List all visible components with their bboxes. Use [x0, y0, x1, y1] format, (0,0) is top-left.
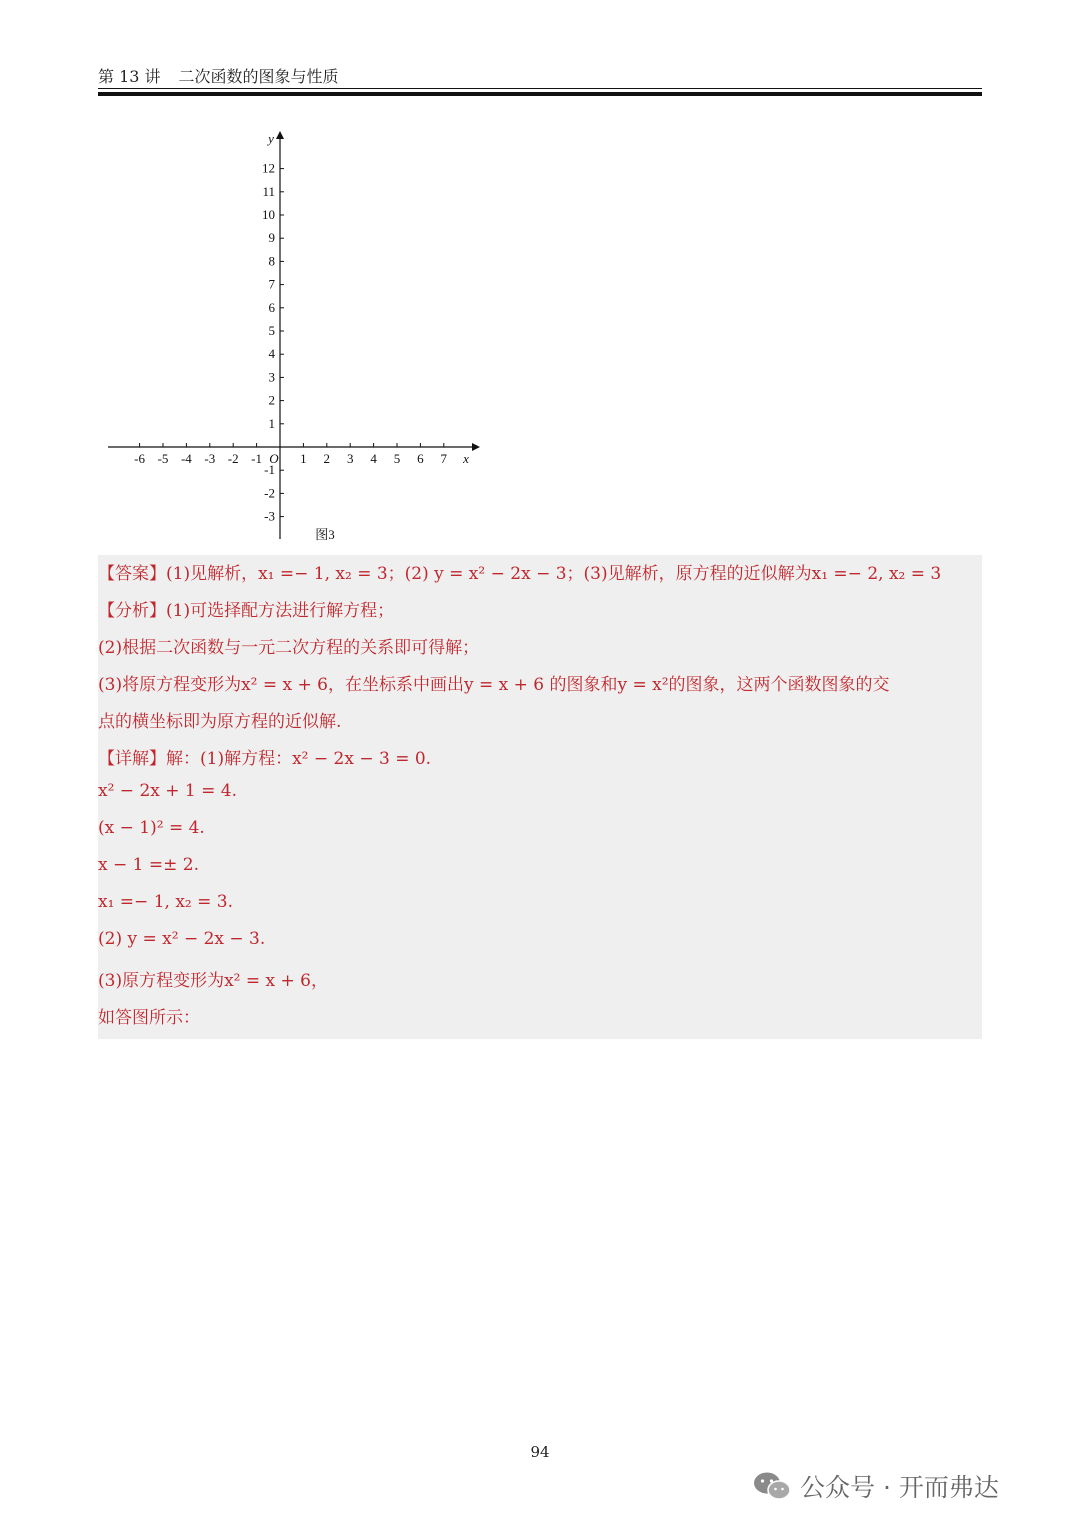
page-number: 94: [530, 1443, 550, 1461]
y-tick-label: 1: [268, 415, 275, 431]
detail-line-1: 【详解】解：(1)解方程：x² − 2x − 3 = 0.: [98, 749, 432, 769]
x-tick-label: -5: [157, 451, 169, 466]
figure-caption: 图3: [315, 527, 335, 542]
y-tick-label: 4: [268, 346, 275, 362]
x-tick-label: -1: [251, 451, 263, 466]
y-tick-label: 3: [268, 369, 275, 385]
y-tick-label: 2: [268, 392, 275, 408]
y-axis-arrow: [276, 131, 284, 139]
y-tick-label: 9: [268, 230, 275, 246]
detail-line-8: 如答图所示：: [98, 1008, 200, 1028]
detail-line-5: x₁ =− 1, x₂ = 3.: [98, 892, 233, 912]
analysis-line-3b: 点的横坐标即为原方程的近似解.: [98, 712, 342, 732]
lecture-title: 二次函数的图象与性质: [178, 67, 339, 86]
x-axis-label: x: [463, 451, 469, 466]
detail-line-7: (3)原方程变形为x² = x + 6，: [98, 971, 328, 991]
detail-line-4: x − 1 =± 2.: [98, 855, 199, 875]
watermark-text: 公众号 · 开而弗达: [800, 1473, 999, 1502]
y-tick-label: 7: [268, 276, 275, 292]
y-tick-label: 8: [268, 253, 275, 269]
answer-line: 【答案】(1)见解析，x₁ =− 1, x₂ = 3；(2) y = x² − 2x − 3；(3)见解析，原方程的近似解为x₁ =− 2, x₂ = 3: [98, 564, 942, 584]
header-rule-thin: [98, 88, 982, 89]
x-tick-label: 4: [370, 451, 377, 466]
analysis-line-3a: (3)将原方程变形为x² = x + 6，在坐标系中画出y = x + 6 的图象和y = x²的图象，这两个函数图象的交: [98, 675, 890, 695]
x-tick-label: 2: [323, 451, 331, 466]
page-header: [98, 64, 339, 87]
wechat-icon: [752, 1470, 792, 1502]
x-tick-label: 3: [346, 451, 354, 466]
analysis-line-2: (2)根据二次函数与一元二次方程的关系即可得解；: [98, 638, 480, 658]
x-tick-label: 6: [417, 451, 424, 466]
x-tick-label: -2: [227, 451, 239, 466]
x-tick-label: 7: [440, 451, 448, 466]
y-tick-label: 5: [268, 323, 275, 338]
x-axis-arrow: [472, 443, 480, 451]
solution-box: [98, 555, 982, 1039]
lecture-number: 第 13 讲: [98, 67, 161, 86]
detail-line-2: x² − 2x + 1 = 4.: [98, 781, 237, 801]
analysis-line-1: 【分析】(1)可选择配方法进行解方程；: [98, 601, 395, 621]
y-tick-label: -2: [264, 485, 275, 501]
watermark: [752, 1466, 999, 1506]
y-tick-label: 10: [262, 207, 275, 222]
y-axis-label: y: [268, 131, 274, 146]
coordinate-axes-figure: [100, 125, 490, 550]
header-rule-thick: [98, 92, 982, 96]
x-tick-label: -4: [180, 451, 192, 466]
origin-label: O: [269, 451, 279, 466]
x-tick-label: 1: [300, 451, 307, 466]
y-tick-label: 11: [262, 183, 275, 199]
detail-line-6: (2) y = x² − 2x − 3.: [98, 929, 266, 949]
x-tick-label: 5: [393, 451, 401, 466]
y-tick-label: -1: [264, 462, 275, 478]
y-tick-label: 12: [262, 160, 275, 176]
detail-line-3: (x − 1)² = 4.: [98, 818, 205, 838]
x-tick-label: -3: [204, 451, 216, 466]
y-tick-label: 6: [268, 299, 275, 315]
y-tick-label: -3: [264, 508, 275, 524]
x-tick-label: -6: [134, 451, 146, 466]
